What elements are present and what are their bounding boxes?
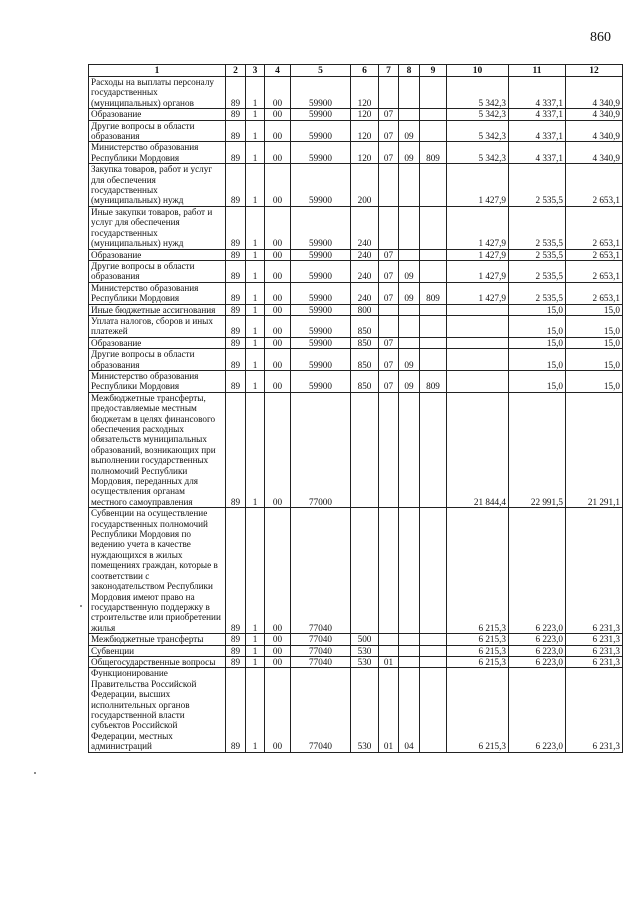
row-cell-9 — [420, 315, 447, 337]
row-cell-7: 07 — [379, 349, 399, 371]
row-cell-7: 07 — [379, 109, 399, 120]
row-cell-5: 59900 — [291, 249, 351, 260]
col-header: 10 — [447, 65, 509, 77]
row-name-cell: Образование — [89, 337, 226, 348]
row-cell-10: 5 342,3 — [447, 142, 509, 164]
row-cell-6: 240 — [351, 206, 379, 249]
row-cell-5: 59900 — [291, 337, 351, 348]
row-cell-7 — [379, 206, 399, 249]
row-cell-8 — [399, 77, 420, 109]
row-cell-9: 809 — [420, 142, 447, 164]
row-cell-8: 04 — [399, 668, 420, 752]
table-row — [89, 260, 623, 282]
row-cell-5: 59900 — [291, 120, 351, 142]
row-cell-6: 530 — [351, 668, 379, 752]
row-cell-9 — [420, 206, 447, 249]
table-row — [89, 120, 623, 142]
row-name-cell: Министерство образования Республики Мордовия — [89, 142, 226, 164]
row-cell-8: 09 — [399, 282, 420, 304]
row-cell-4: 00 — [265, 349, 291, 371]
row-cell-6: 850 — [351, 315, 379, 337]
row-name-cell: Субвенции — [89, 645, 226, 656]
row-name-cell: Уплата налогов, сборов и иных платежей — [89, 315, 226, 337]
page-number: 860 — [590, 30, 611, 45]
row-cell-4: 00 — [265, 77, 291, 109]
row-name-cell: Образование — [89, 249, 226, 260]
row-name-cell: Субвенции на осуществление государственных полномочий Республики Мордовия по ведению учета в качестве нуждающихся в жилых помещениях граждан, которые в соответствии с законодательством Республики Мордовия имеют право на государственную поддержку в строительстве или приобретении жилья — [89, 508, 226, 634]
row-cell-11: 15,0 — [509, 315, 566, 337]
row-cell-9 — [420, 668, 447, 752]
row-cell-5: 77000 — [291, 392, 351, 507]
row-cell-10: 21 844,4 — [447, 392, 509, 507]
row-cell-12: 15,0 — [566, 349, 623, 371]
row-cell-11: 15,0 — [509, 349, 566, 371]
row-cell-9 — [420, 120, 447, 142]
row-cell-8 — [399, 337, 420, 348]
row-name-cell: Иные закупки товаров, работ и услуг для обеспечения государственных (муниципальных) нужд — [89, 206, 226, 249]
table-row — [89, 645, 623, 656]
col-header: 5 — [291, 65, 351, 77]
row-cell-12: 4 340,9 — [566, 142, 623, 164]
row-cell-5: 59900 — [291, 206, 351, 249]
row-cell-11: 2 535,5 — [509, 164, 566, 207]
row-cell-4: 00 — [265, 206, 291, 249]
row-cell-11: 4 337,1 — [509, 77, 566, 109]
row-name-cell: Межбюджетные трансферты, предоставляемые местным бюджетам в целях финансового обеспечения расходных обязательств муниципальных образований, возникающих при выполнении государственных полномочий Республики Мордовия, переданных для осуществления органам местного самоуправления — [89, 392, 226, 507]
table-row — [89, 206, 623, 249]
row-cell-3: 1 — [246, 668, 265, 752]
row-name-cell: Образование — [89, 109, 226, 120]
row-cell-3: 1 — [246, 260, 265, 282]
row-cell-11: 4 337,1 — [509, 142, 566, 164]
row-cell-4: 00 — [265, 282, 291, 304]
row-cell-5: 77040 — [291, 668, 351, 752]
row-cell-7 — [379, 304, 399, 315]
row-cell-8 — [399, 645, 420, 656]
row-cell-8: 09 — [399, 349, 420, 371]
row-name-cell: Другие вопросы в области образования — [89, 349, 226, 371]
row-cell-2: 89 — [226, 349, 246, 371]
row-cell-2: 89 — [226, 634, 246, 645]
row-cell-6: 500 — [351, 634, 379, 645]
row-cell-9 — [420, 109, 447, 120]
row-cell-9: 809 — [420, 370, 447, 392]
row-cell-5: 77040 — [291, 645, 351, 656]
header-row — [89, 65, 623, 77]
row-cell-11: 4 337,1 — [509, 109, 566, 120]
col-header: 1 — [89, 65, 226, 77]
row-cell-10: 6 215,3 — [447, 668, 509, 752]
table-row — [89, 668, 623, 752]
row-cell-9 — [420, 77, 447, 109]
row-cell-7 — [379, 508, 399, 634]
row-cell-2: 89 — [226, 668, 246, 752]
row-cell-5: 59900 — [291, 315, 351, 337]
row-cell-10: 1 427,9 — [447, 260, 509, 282]
table-row — [89, 656, 623, 667]
row-cell-10 — [447, 304, 509, 315]
row-cell-4: 00 — [265, 164, 291, 207]
row-cell-6 — [351, 508, 379, 634]
row-cell-9: 809 — [420, 282, 447, 304]
row-name-cell: Иные бюджетные ассигнования — [89, 304, 226, 315]
row-cell-8: 09 — [399, 120, 420, 142]
row-cell-6: 240 — [351, 249, 379, 260]
row-cell-8 — [399, 656, 420, 667]
row-cell-3: 1 — [246, 164, 265, 207]
row-cell-5: 77040 — [291, 656, 351, 667]
row-cell-8 — [399, 392, 420, 507]
row-cell-12: 2 653,1 — [566, 260, 623, 282]
row-cell-7: 07 — [379, 142, 399, 164]
row-cell-6: 240 — [351, 282, 379, 304]
row-cell-7: 07 — [379, 120, 399, 142]
row-cell-9 — [420, 508, 447, 634]
row-cell-8: 09 — [399, 142, 420, 164]
row-cell-7 — [379, 164, 399, 207]
row-cell-5: 59900 — [291, 260, 351, 282]
row-cell-10: 6 215,3 — [447, 508, 509, 634]
row-cell-3: 1 — [246, 508, 265, 634]
row-cell-2: 89 — [226, 206, 246, 249]
row-cell-3: 1 — [246, 392, 265, 507]
row-cell-2: 89 — [226, 337, 246, 348]
row-cell-12: 2 653,1 — [566, 282, 623, 304]
row-cell-3: 1 — [246, 304, 265, 315]
row-cell-6: 120 — [351, 109, 379, 120]
row-cell-9 — [420, 392, 447, 507]
row-cell-8 — [399, 634, 420, 645]
row-cell-2: 89 — [226, 392, 246, 507]
row-cell-6: 200 — [351, 164, 379, 207]
row-cell-12: 6 231,3 — [566, 645, 623, 656]
row-cell-4: 00 — [265, 508, 291, 634]
row-cell-4: 00 — [265, 304, 291, 315]
row-cell-11: 6 223,0 — [509, 508, 566, 634]
budget-table — [88, 64, 623, 753]
row-cell-12: 4 340,9 — [566, 120, 623, 142]
row-cell-7 — [379, 392, 399, 507]
row-cell-12: 15,0 — [566, 337, 623, 348]
row-cell-2: 89 — [226, 260, 246, 282]
row-cell-5: 59900 — [291, 109, 351, 120]
row-cell-7: 01 — [379, 668, 399, 752]
row-name-cell: Другие вопросы в области образования — [89, 260, 226, 282]
row-cell-8 — [399, 249, 420, 260]
row-cell-10: 6 215,3 — [447, 634, 509, 645]
row-cell-11: 4 337,1 — [509, 120, 566, 142]
row-cell-7 — [379, 77, 399, 109]
table-row — [89, 392, 623, 507]
row-cell-4: 00 — [265, 142, 291, 164]
col-header: 12 — [566, 65, 623, 77]
row-cell-9 — [420, 164, 447, 207]
row-cell-6: 800 — [351, 304, 379, 315]
row-cell-5: 59900 — [291, 349, 351, 371]
row-cell-10 — [447, 337, 509, 348]
row-cell-5: 59900 — [291, 77, 351, 109]
row-cell-3: 1 — [246, 315, 265, 337]
row-cell-2: 89 — [226, 282, 246, 304]
row-cell-5: 59900 — [291, 142, 351, 164]
row-cell-7: 07 — [379, 260, 399, 282]
row-cell-6: 120 — [351, 77, 379, 109]
row-cell-2: 89 — [226, 249, 246, 260]
row-cell-4: 00 — [265, 315, 291, 337]
row-cell-2: 89 — [226, 645, 246, 656]
row-cell-12: 6 231,3 — [566, 656, 623, 667]
row-cell-12: 4 340,9 — [566, 109, 623, 120]
table-row — [89, 109, 623, 120]
row-cell-6: 850 — [351, 370, 379, 392]
row-cell-4: 00 — [265, 337, 291, 348]
row-cell-8 — [399, 206, 420, 249]
row-cell-7 — [379, 645, 399, 656]
row-cell-2: 89 — [226, 315, 246, 337]
row-cell-4: 00 — [265, 645, 291, 656]
row-cell-10: 1 427,9 — [447, 164, 509, 207]
row-cell-3: 1 — [246, 349, 265, 371]
row-cell-5: 77040 — [291, 634, 351, 645]
table-row — [89, 508, 623, 634]
row-cell-10: 1 427,9 — [447, 282, 509, 304]
row-cell-5: 59900 — [291, 370, 351, 392]
row-cell-5: 59900 — [291, 282, 351, 304]
row-cell-8 — [399, 315, 420, 337]
row-cell-9 — [420, 337, 447, 348]
row-cell-11: 6 223,0 — [509, 668, 566, 752]
col-header: 8 — [399, 65, 420, 77]
row-cell-11: 15,0 — [509, 337, 566, 348]
row-cell-10: 1 427,9 — [447, 249, 509, 260]
row-cell-3: 1 — [246, 142, 265, 164]
table-row — [89, 304, 623, 315]
table-row — [89, 77, 623, 109]
row-cell-3: 1 — [246, 109, 265, 120]
row-cell-4: 00 — [265, 120, 291, 142]
row-cell-11: 2 535,5 — [509, 206, 566, 249]
row-name-cell: Закупка товаров, работ и услуг для обеспечения государственных (муниципальных) нужд — [89, 164, 226, 207]
table-row — [89, 142, 623, 164]
row-cell-12: 15,0 — [566, 304, 623, 315]
row-cell-3: 1 — [246, 77, 265, 109]
row-cell-6: 120 — [351, 142, 379, 164]
row-cell-9 — [420, 634, 447, 645]
row-cell-3: 1 — [246, 249, 265, 260]
row-cell-2: 89 — [226, 508, 246, 634]
row-cell-12: 2 653,1 — [566, 206, 623, 249]
row-cell-9 — [420, 249, 447, 260]
row-cell-10 — [447, 370, 509, 392]
row-cell-7: 07 — [379, 337, 399, 348]
row-cell-7 — [379, 634, 399, 645]
row-cell-3: 1 — [246, 206, 265, 249]
row-cell-8: 09 — [399, 260, 420, 282]
row-cell-11: 15,0 — [509, 370, 566, 392]
col-header: 11 — [509, 65, 566, 77]
row-cell-7: 07 — [379, 282, 399, 304]
row-cell-6: 850 — [351, 337, 379, 348]
row-cell-4: 00 — [265, 634, 291, 645]
row-cell-3: 1 — [246, 370, 265, 392]
row-cell-7 — [379, 315, 399, 337]
row-cell-10: 5 342,3 — [447, 120, 509, 142]
row-cell-11: 2 535,5 — [509, 282, 566, 304]
row-cell-9 — [420, 645, 447, 656]
row-cell-11: 22 991,5 — [509, 392, 566, 507]
row-name-cell: Межбюджетные трансферты — [89, 634, 226, 645]
row-cell-3: 1 — [246, 337, 265, 348]
row-cell-9 — [420, 656, 447, 667]
row-cell-10: 5 342,3 — [447, 109, 509, 120]
row-cell-8 — [399, 109, 420, 120]
row-cell-4: 00 — [265, 109, 291, 120]
table-row — [89, 634, 623, 645]
row-cell-7: 01 — [379, 656, 399, 667]
row-cell-11: 6 223,0 — [509, 634, 566, 645]
row-cell-7: 07 — [379, 249, 399, 260]
row-cell-12: 2 653,1 — [566, 164, 623, 207]
table-row — [89, 315, 623, 337]
row-cell-5: 77040 — [291, 508, 351, 634]
row-name-cell: Министерство образования Республики Мордовия — [89, 370, 226, 392]
table-row — [89, 349, 623, 371]
row-cell-10 — [447, 349, 509, 371]
row-cell-3: 1 — [246, 645, 265, 656]
row-cell-12: 4 340,9 — [566, 77, 623, 109]
row-cell-6: 850 — [351, 349, 379, 371]
margin-mark — [34, 772, 36, 774]
row-name-cell: Расходы на выплаты персоналу государственных (муниципальных) органов — [89, 77, 226, 109]
row-cell-2: 89 — [226, 656, 246, 667]
row-cell-2: 89 — [226, 109, 246, 120]
row-cell-2: 89 — [226, 120, 246, 142]
row-cell-12: 2 653,1 — [566, 249, 623, 260]
col-header: 3 — [246, 65, 265, 77]
row-cell-9 — [420, 260, 447, 282]
row-cell-3: 1 — [246, 120, 265, 142]
row-cell-4: 00 — [265, 260, 291, 282]
row-cell-12: 15,0 — [566, 315, 623, 337]
row-cell-10: 1 427,9 — [447, 206, 509, 249]
row-cell-2: 89 — [226, 142, 246, 164]
row-cell-3: 1 — [246, 656, 265, 667]
col-header: 2 — [226, 65, 246, 77]
row-cell-12: 21 291,1 — [566, 392, 623, 507]
row-cell-11: 6 223,0 — [509, 645, 566, 656]
row-cell-12: 6 231,3 — [566, 668, 623, 752]
table-row — [89, 282, 623, 304]
row-cell-6: 120 — [351, 120, 379, 142]
row-cell-3: 1 — [246, 282, 265, 304]
row-cell-8 — [399, 508, 420, 634]
row-cell-11: 2 535,5 — [509, 260, 566, 282]
row-cell-4: 00 — [265, 392, 291, 507]
col-header: 7 — [379, 65, 399, 77]
row-cell-11: 6 223,0 — [509, 656, 566, 667]
row-cell-2: 89 — [226, 304, 246, 315]
row-cell-10 — [447, 315, 509, 337]
row-cell-9 — [420, 349, 447, 371]
row-name-cell: Министерство образования Республики Мордовия — [89, 282, 226, 304]
row-cell-5: 59900 — [291, 304, 351, 315]
row-cell-12: 6 231,3 — [566, 508, 623, 634]
row-cell-10: 5 342,3 — [447, 77, 509, 109]
row-name-cell: Функционирование Правительства Российской Федерации, высших исполнительных органов государственной власти субъектов Российской Федерации, местных администраций — [89, 668, 226, 752]
col-header: 6 — [351, 65, 379, 77]
row-cell-6: 530 — [351, 656, 379, 667]
row-cell-8: 09 — [399, 370, 420, 392]
row-cell-6: 530 — [351, 645, 379, 656]
row-name-cell: Общегосударственные вопросы — [89, 656, 226, 667]
row-cell-8 — [399, 164, 420, 207]
col-header: 4 — [265, 65, 291, 77]
row-name-cell: Другие вопросы в области образования — [89, 120, 226, 142]
row-cell-11: 15,0 — [509, 304, 566, 315]
row-cell-4: 00 — [265, 668, 291, 752]
row-cell-2: 89 — [226, 370, 246, 392]
row-cell-4: 00 — [265, 370, 291, 392]
row-cell-12: 6 231,3 — [566, 634, 623, 645]
row-cell-11: 2 535,5 — [509, 249, 566, 260]
row-cell-2: 89 — [226, 164, 246, 207]
table-row — [89, 370, 623, 392]
margin-mark — [80, 605, 82, 607]
table-row — [89, 164, 623, 207]
row-cell-4: 00 — [265, 656, 291, 667]
row-cell-3: 1 — [246, 634, 265, 645]
row-cell-10: 6 215,3 — [447, 645, 509, 656]
row-cell-12: 15,0 — [566, 370, 623, 392]
row-cell-10: 6 215,3 — [447, 656, 509, 667]
row-cell-2: 89 — [226, 77, 246, 109]
table-row — [89, 337, 623, 348]
row-cell-7: 07 — [379, 370, 399, 392]
row-cell-5: 59900 — [291, 164, 351, 207]
row-cell-9 — [420, 304, 447, 315]
col-header: 9 — [420, 65, 447, 77]
row-cell-8 — [399, 304, 420, 315]
row-cell-4: 00 — [265, 249, 291, 260]
table-row — [89, 249, 623, 260]
row-cell-6: 240 — [351, 260, 379, 282]
row-cell-6 — [351, 392, 379, 507]
